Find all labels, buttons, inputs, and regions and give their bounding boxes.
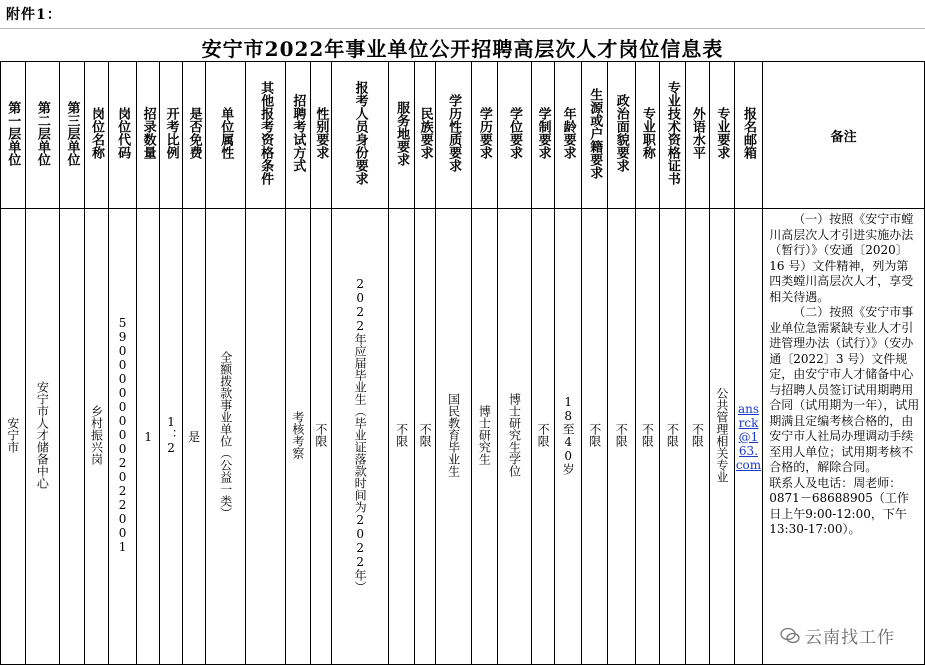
header-cell: 其他报考资格条件 (246, 62, 286, 209)
header-cell: 单位属性 (206, 62, 246, 209)
header-cell: 专业技术资格证书 (660, 62, 686, 209)
header-cell: 外语水平 (685, 62, 710, 209)
header-cell: 报考人员身份要求 (332, 62, 389, 209)
data-cell: 全额拨款事业单位（公益一类） (206, 209, 246, 665)
watermark-text: 云南找工作 (805, 628, 895, 648)
watermark (780, 623, 895, 648)
header-cell: 服务地要求 (389, 62, 415, 209)
header-cell: 学历要求 (472, 62, 498, 209)
data-cell: 1 (136, 209, 160, 665)
header-cell: 第三层单位 (60, 62, 85, 209)
data-cell: 乡村振兴岗 (84, 209, 109, 665)
data-cell: 安宁市人才储备中心 (25, 209, 60, 665)
data-cell (246, 209, 286, 665)
data-cell: 不限 (685, 209, 710, 665)
header-cell: 第二层单位 (25, 62, 60, 209)
header-cell: 学历性质要求 (436, 62, 472, 209)
header-cell: 专业要求 (710, 62, 735, 209)
data-cell (60, 209, 85, 665)
data-cell: 不限 (635, 209, 660, 665)
header-cell: 岗位代码 (109, 62, 137, 209)
table-title: 安宁市2022年事业单位公开招聘高层次人才岗位信息表 (201, 37, 724, 61)
header-cell: 是否免费 (182, 62, 206, 209)
header-cell: 学制要求 (532, 62, 554, 209)
header-cell: 学位要求 (497, 62, 532, 209)
email-link[interactable]: ansrck@163.com (735, 401, 762, 472)
data-cell: 不限 (660, 209, 686, 665)
header-cell: 开考比例 (160, 62, 182, 209)
data-cell: 59000000002022001 (109, 209, 137, 665)
data-cell: 博士研究生学位 (497, 209, 532, 665)
data-cell: 2022年应届毕业生（毕业证落款时间为2022年） (332, 209, 389, 665)
header-divider (0, 28, 925, 29)
data-cell: 是 (182, 209, 206, 665)
header-cell: 报名邮箱 (734, 62, 763, 209)
header-cell: 性别要求 (310, 62, 331, 209)
data-cell: 不限 (607, 209, 635, 665)
data-cell: 安宁市 (1, 209, 26, 665)
data-cell: 不限 (582, 209, 608, 665)
data-cell: 博士研究生 (472, 209, 498, 665)
note-contact: 联系人及电话：周老师：0871－68688905（工作日上午9:00-12:00，下午13:30-17:00）。 (769, 475, 909, 536)
data-cell: 不限 (310, 209, 331, 665)
note-paragraph-1: （一）按照《安宁市螳川高层次人才引进实施办法（暂行）》（安通〔2020〕16 号）文件精神，列为第四类螳川高层次人才，享受相关待遇。 (769, 212, 914, 304)
data-cell: 不限 (532, 209, 554, 665)
data-cell: 国民教育毕业生 (436, 209, 472, 665)
data-cell: 不限 (389, 209, 415, 665)
data-cell: 1：2 (160, 209, 182, 665)
header-cell: 生源或户籍要求 (582, 62, 608, 209)
data-cell: 公共管理相关专业 (710, 209, 735, 665)
data-cell: 不限 (414, 209, 435, 665)
chat-icon (780, 626, 800, 646)
header-cell (763, 62, 925, 209)
header-cell: 第一层单位 (1, 62, 26, 209)
header-cell: 年龄要求 (554, 62, 582, 209)
notes-header: 备注 (830, 129, 857, 145)
table-row (1, 209, 925, 665)
header-cell: 民族要求 (414, 62, 435, 209)
attachment-label: 附件1： (6, 7, 62, 23)
notes-cell (763, 209, 925, 665)
header-cell: 岗位名称 (84, 62, 109, 209)
data-cell: 18至40岁 (554, 209, 582, 665)
header-cell: 政治面貌要求 (607, 62, 635, 209)
position-info-table (0, 61, 925, 665)
note-paragraph-2: （二）按照《安宁市事业单位急需紧缺专业人才引进管理办法（试行）》（安办通〔2022〕3 号）文件规定，由安宁市人才储备中心与招聘人员签订试用期聘用合同（试用期为一年），试用期满且定编考核合格的，由安宁市人社局办理调动手续至用人单位；试用期考核不合格的，解除合同。 (769, 305, 920, 474)
header-cell: 专业职称 (635, 62, 660, 209)
header-cell: 招录数量 (136, 62, 160, 209)
header-cell: 招聘考试方式 (286, 62, 311, 209)
data-cell: 考核考察 (286, 209, 311, 665)
header-row (1, 62, 925, 209)
data-cell (734, 209, 763, 665)
